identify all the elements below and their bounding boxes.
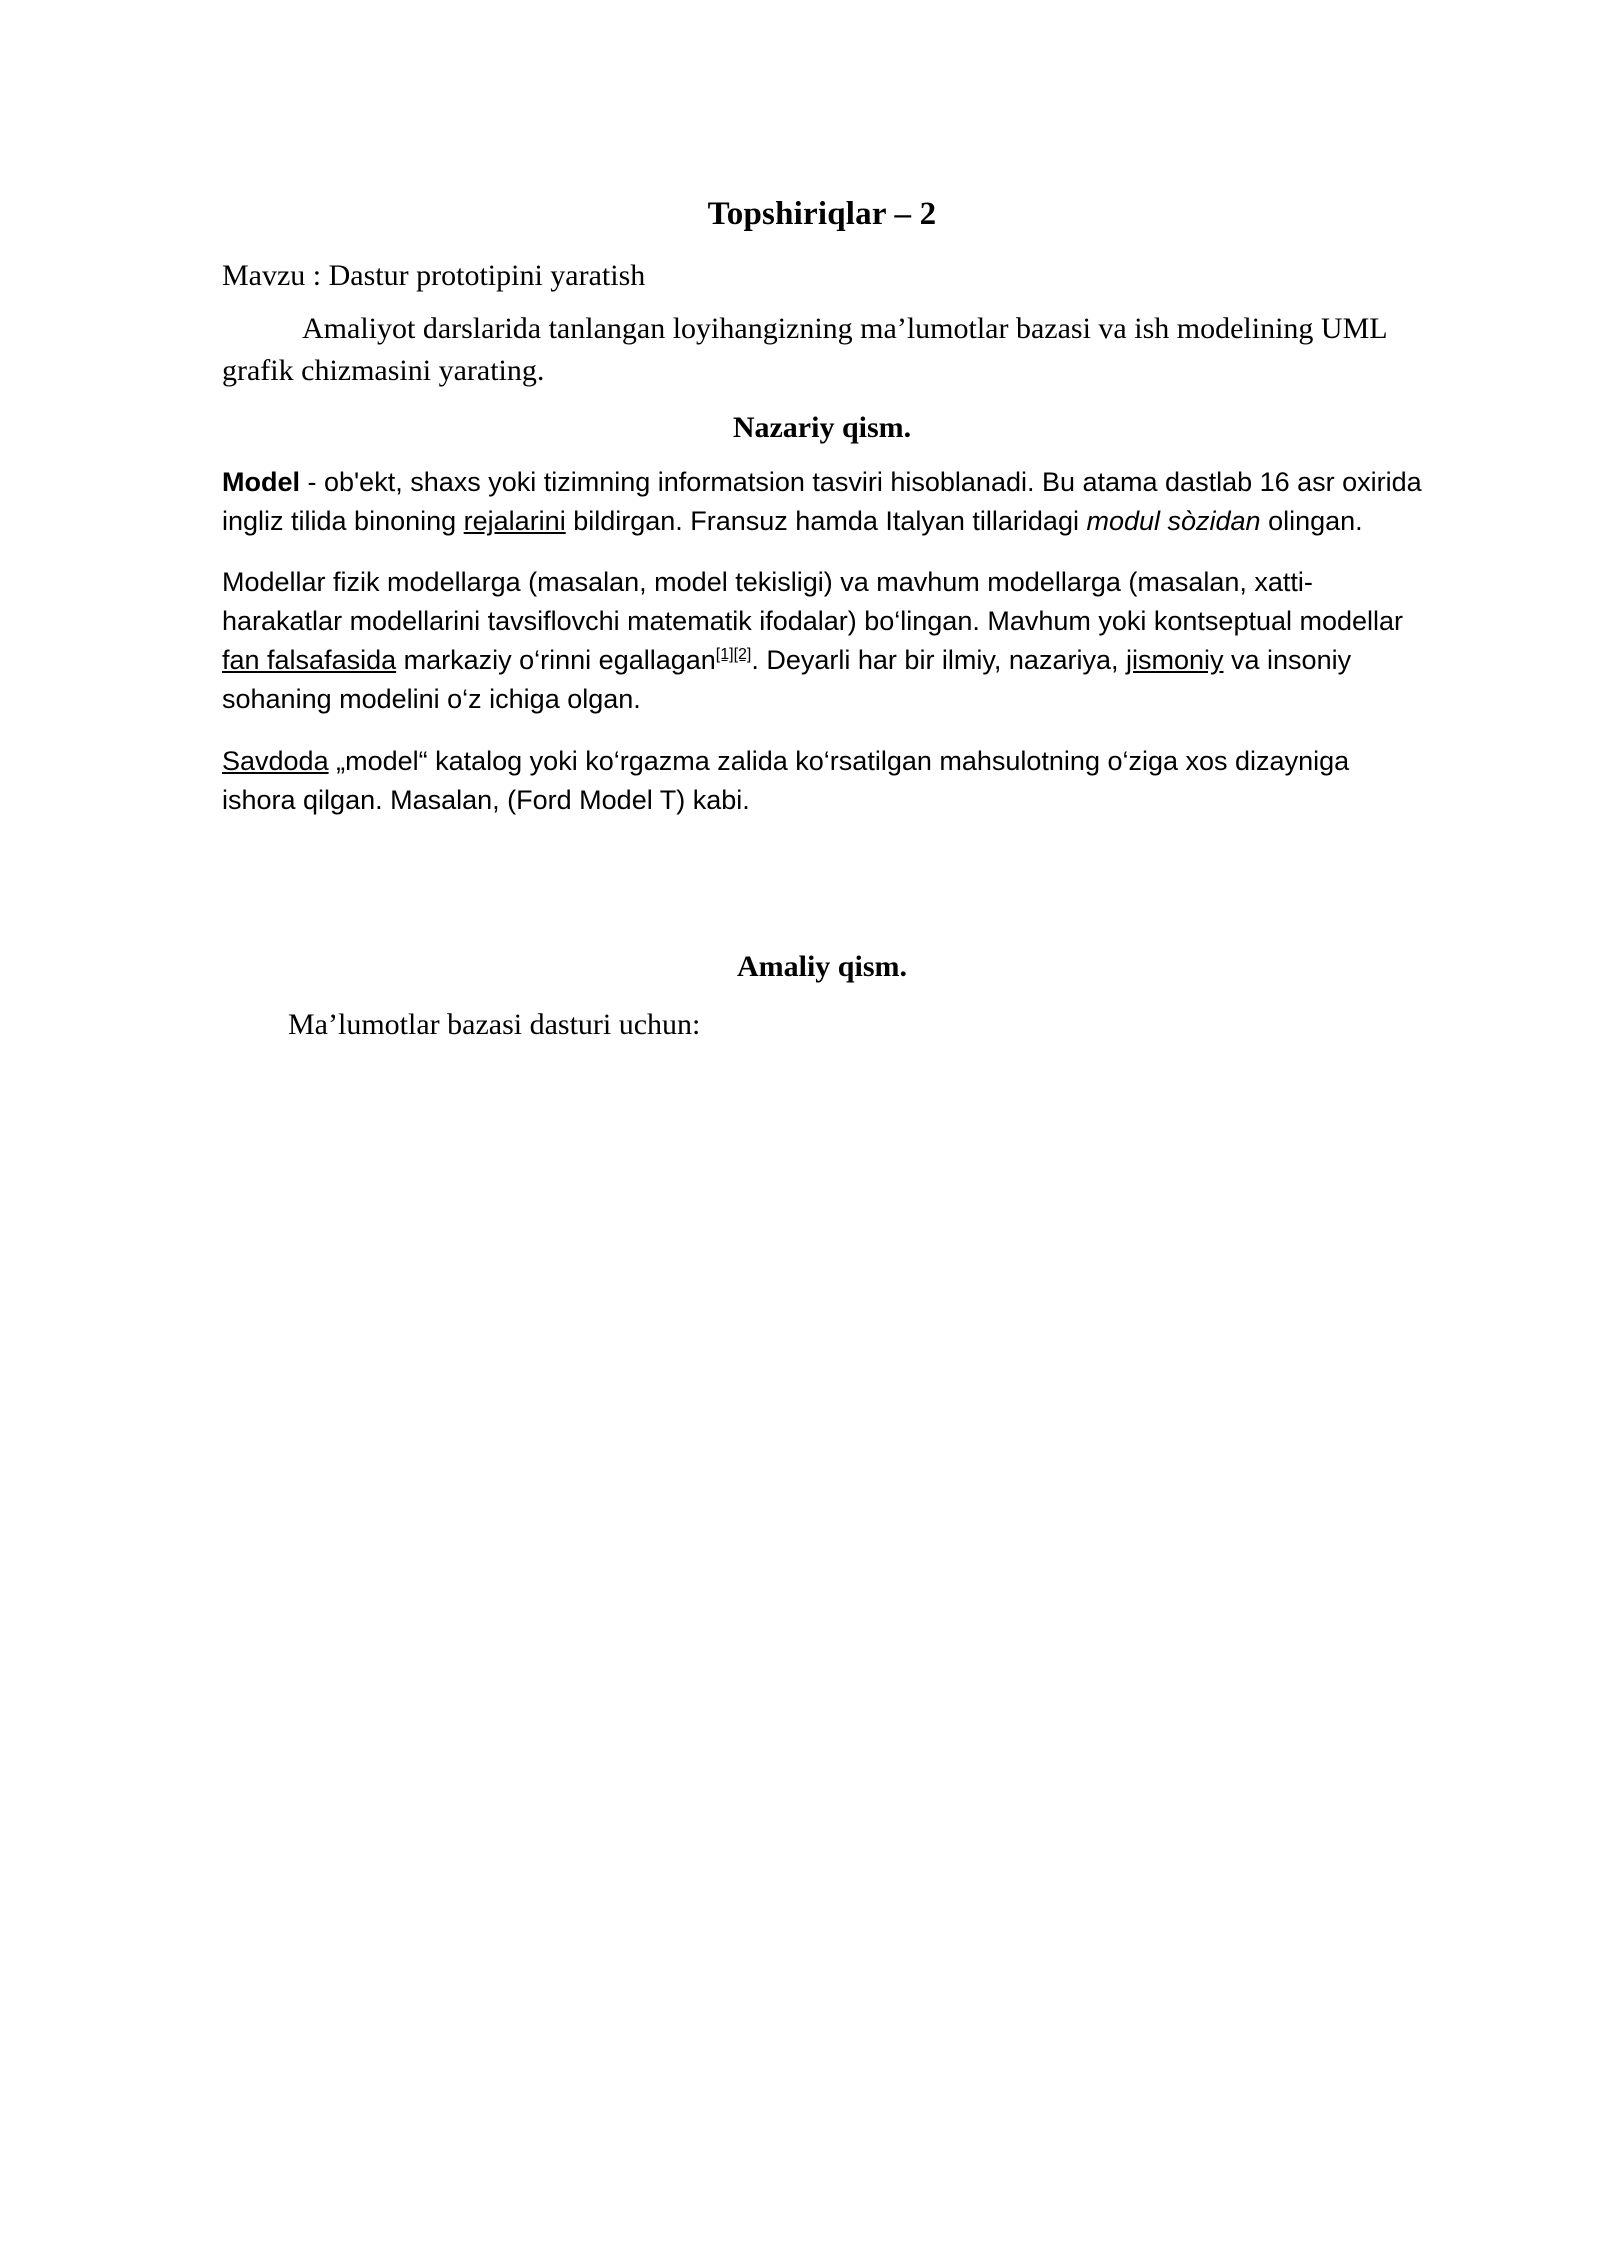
link-rejalarini[interactable]: rejalarini — [463, 505, 566, 536]
theory-p3-text-1: „model“ katalog yoki ko‘rgazma zalida ko‘rsatilgan mahsulotning o‘ziga xos dizayniga ishora qilgan. Masalan, (Ford Model T) kabi. — [222, 745, 1350, 815]
theory-paragraph-2 — [222, 563, 1422, 720]
theory-p1-text-2: bildirgan. Fransuz hamda Italyan tillaridagi — [565, 505, 1087, 536]
link-savdoda[interactable]: Savdoda — [222, 745, 329, 776]
theory-p1-text-1: - ob'ekt, shaxs yoki tizimning informatsion tasviri hisoblanadi. Bu atama dastlab 16 asr oxirida ingliz tilida binoning — [222, 466, 1422, 536]
link-fan-falsafasida[interactable]: fan falsafasida — [222, 645, 397, 676]
topic-line: Mavzu : Dastur prototipini yaratish — [222, 259, 646, 292]
page-title: Topshiriqlar – 2 — [707, 196, 937, 232]
theory-p1-text-3: olingan. — [1260, 505, 1363, 536]
italic-modul-sozidan: modul sòzidan — [1086, 505, 1261, 536]
theory-p2-text-3: . Deyarli har bir ilmiy, nazariya, — [751, 645, 1126, 676]
section-spacer — [222, 842, 1422, 950]
theory-paragraph-1 — [222, 463, 1422, 541]
document-body — [222, 196, 1422, 1047]
model-term: Model — [222, 466, 300, 497]
citation-refs[interactable]: [1][2] — [715, 646, 752, 664]
practice-line: Ma’lumotlar bazasi dasturi uchun: — [288, 1007, 701, 1041]
theory-p2-text-4: va insoniy sohaning modelini o‘z ichiga olgan. — [222, 645, 1352, 715]
intro-paragraph: Amaliyot darslarida tanlangan loyihangizning ma’lumotlar bazasi va ish modelining UML grafik chizmasini yarating. — [222, 311, 1387, 388]
theory-paragraph-3 — [222, 742, 1422, 820]
theory-heading: Nazariy qism. — [732, 410, 912, 444]
link-jismoniy[interactable]: jismoniy — [1125, 645, 1224, 676]
theory-p2-text-2: markaziy o‘rinni egallagan — [396, 645, 716, 676]
theory-section — [222, 463, 1422, 820]
theory-p2-text-1: Modellar fizik modellarga (masalan, model tekisligi) va mavhum modellarga (masalan, xatti-harakatlar modellarini tavsiflovchi matematik ifodalar) bo‘lingan. Mavhum yoki kontseptual modellar — [222, 567, 1404, 637]
practice-heading: Amaliy qism. — [736, 949, 907, 983]
